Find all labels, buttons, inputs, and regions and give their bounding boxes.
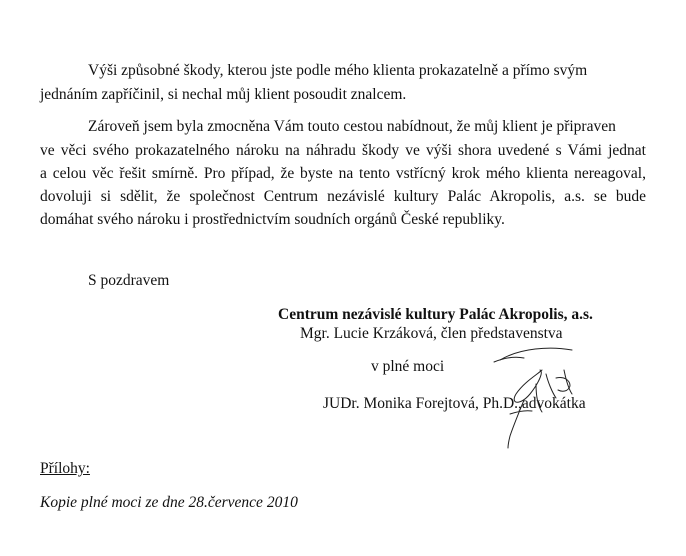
paragraph-2-line-2: ve věci svého prokazatelného nároku na náhradu škody ve výši shora uvedené s Vámi jednat bbox=[40, 142, 646, 159]
attorney-name: JUDr. Monika Forejtová, Ph.D.,advokátka bbox=[323, 395, 586, 412]
greeting: S pozdravem bbox=[88, 272, 170, 289]
company-name: Centrum nezávislé kultury Palác Akropolis, a.s. bbox=[278, 306, 593, 323]
paragraph-2-line-4: dovoluji si sdělit, že společnost Centrum nezávislé kultury Palác Akropolis, a.s. se bude bbox=[40, 188, 646, 205]
paragraph-1-line-1: Výši způsobné škody, kterou jste podle mého klienta prokazatelně a přímo svým bbox=[88, 62, 588, 79]
signature-icon bbox=[480, 340, 590, 450]
attachments-heading: Přílohy: bbox=[40, 460, 90, 477]
representative: Mgr. Lucie Krzáková, člen představenstva bbox=[300, 325, 563, 342]
paragraph-2-line-1: Zároveň jsem byla zmocněna Vám touto cestou nabídnout, že můj klient je připraven bbox=[88, 118, 616, 135]
paragraph-2-line-3: a celou věc řešit smírně. Pro případ, že byste na tento vstřícný krok mého klienta nereagoval, bbox=[40, 165, 646, 182]
paragraph-2-line-5: domáhat svého nároku i prostřednictvím soudních orgánů České republiky. bbox=[40, 211, 505, 228]
proxy-note: v plné moci bbox=[371, 358, 445, 375]
paragraph-1-line-2: jednáním zapříčinil, si nechal můj klient posoudit znalcem. bbox=[40, 86, 407, 103]
attachment-item: Kopie plné moci ze dne 28.července 2010 bbox=[40, 494, 298, 511]
